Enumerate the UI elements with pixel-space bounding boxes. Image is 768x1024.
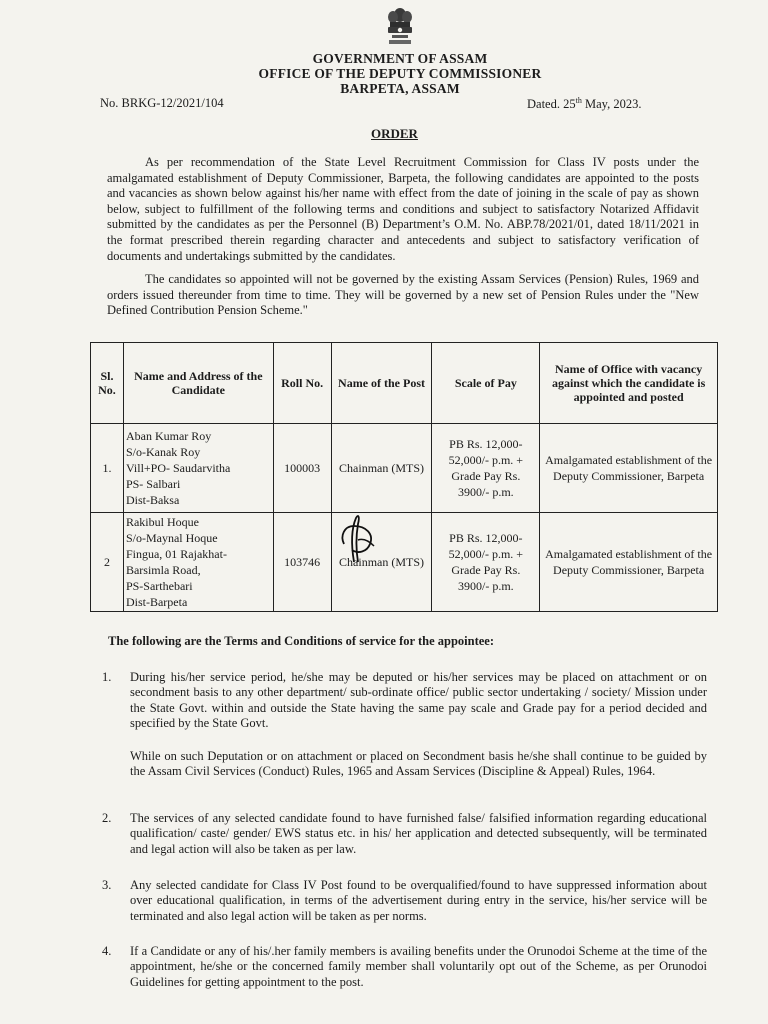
cell-sl: 1. — [91, 424, 124, 513]
cell-candidate-address — [123, 424, 273, 513]
cell-scale: PB Rs. 12,000-52,000/- p.m. + Grade Pay Rs. 3900/- p.m. — [432, 513, 540, 612]
cell-roll: 100003 — [273, 424, 331, 513]
cell-post: Chainman (MTS) — [331, 513, 432, 612]
term-item-1-continuation: While on such Deputation or on attachment or placed on Secondment basis he/she shall continue to be guided by the Assam Civil Services (Conduct) Rules, 1965 and Assam Services (Discipline & Appeal) Rules, 1964. — [130, 749, 707, 779]
col-header-scale: Scale of Pay — [432, 343, 540, 424]
address-line: Barsimla Road, — [125, 563, 201, 577]
header-location: BARPETA, ASSAM — [340, 81, 460, 96]
header-government: GOVERNMENT OF ASSAM — [312, 51, 488, 66]
order-title: ORDER — [371, 126, 418, 141]
header-office: OFFICE OF THE DEPUTY COMMISSIONER — [258, 66, 542, 81]
address-line: Dist-Baksa — [125, 493, 180, 507]
term-number: 1. — [102, 670, 112, 684]
table-header-row — [91, 343, 718, 424]
reference-number: No. BRKG-12/2021/104 — [100, 96, 224, 110]
address-line: Dist-Barpeta — [125, 595, 188, 609]
term-item-2: The services of any selected candidate found to have furnished false/ falsified information regarding educational qualification/ caste/ gender/ EWS status etc. in his/ her application and detected subsequently, will be terminated and legal action will also be taken as per law. — [130, 811, 707, 856]
address-line: Aban Kumar Roy — [125, 429, 212, 443]
col-header-name: Name and Address of the Candidate — [123, 343, 273, 424]
cell-sl: 2 — [91, 513, 124, 612]
address-line: Fingua, 01 Rajakhat- — [125, 547, 227, 561]
table-row — [91, 424, 718, 513]
address-line: Rakibul Hoque — [125, 515, 199, 529]
col-header-office: Name of Office with vacancy against which the candidate is appointed and posted — [540, 343, 718, 424]
cell-roll: 103746 — [273, 513, 331, 612]
address-line: S/o-Maynal Hoque — [125, 531, 218, 545]
signature-mark — [334, 510, 380, 566]
term-item-3: Any selected candidate for Class IV Post found to be overqualified/found to have suppressed information about over educational qualification, in terms of the advertisement during entry in the service, his/her service will be terminated and also legal action will be taken as per norms. — [130, 878, 707, 923]
cell-scale: PB Rs. 12,000-52,000/- p.m. + Grade Pay Rs. 3900/- p.m. — [432, 424, 540, 513]
order-date: Dated. 25th May, 2023. — [527, 96, 642, 112]
col-header-post: Name of the Post — [331, 343, 432, 424]
col-header-sl: Sl. No. — [91, 343, 124, 424]
order-paragraph-2: The candidates so appointed will not be governed by the existing Assam Services (Pension) Rules, 1969 and orders issued thereunder from time to time. They will be governed by a new set of Pension Rules under the "New Defined Contribution Pension Scheme." — [107, 272, 699, 318]
term-item-4: If a Candidate or any of his/.her family members is availing benefits under the Orunodoi Scheme at the time of the appointment, he/she or the concerned family member shall voluntarily opt out of the Scheme, as per Orunodoi Guidelines for getting appointment to the post. — [130, 944, 707, 989]
address-line: S/o-Kanak Roy — [125, 445, 201, 459]
address-line: PS- Salbari — [125, 477, 181, 491]
table-row — [91, 513, 718, 612]
terms-heading: The following are the Terms and Conditions of service for the appointee: — [108, 634, 494, 648]
cell-candidate-address — [123, 513, 273, 612]
appointment-table — [90, 342, 718, 612]
term-number: 2. — [102, 811, 112, 825]
col-header-roll: Roll No. — [273, 343, 331, 424]
cell-office: Amalgamated establishment of the Deputy Commissioner, Barpeta — [540, 424, 718, 513]
term-item-1: During his/her service period, he/she may be deputed or his/her services may be placed on attachment or on secondment basis to any other department/ sub-ordinate office/ public sector undertaking / society/ Mission under the State Govt. within and outside the State having the same pay scale and Grade pay for a period decided and specified by the State Govt. — [130, 670, 707, 731]
order-paragraph-1: As per recommendation of the State Level Recruitment Commission for Class IV posts under the amalgamated establishment of Deputy Commissioner, Barpeta, the following candidates are appointed to the posts and vacancies as shown below against his/her name with effect from the date of joining in the scale of pay as shown below, subject to fulfillment of the following terms and conditions and subject to satisfactory Notarized Affidavit submitted by the candidates as per the Personnel (B) Department’s O.M. No. ABP.78/2021/01, dated 18/11/2021 in the format prescribed therein regarding character and antecedents and subject to satisfactory verification of documents and undertakings submitted by the candidates. — [107, 155, 699, 263]
address-line: Vill+PO- Saudarvitha — [125, 461, 231, 475]
term-number: 4. — [102, 944, 112, 958]
address-line: PS-Sarthebari — [125, 579, 193, 593]
cell-post: Chainman (MTS) — [331, 424, 432, 513]
term-number: 3. — [102, 878, 112, 892]
state-emblem-icon — [383, 6, 417, 50]
cell-office: Amalgamated establishment of the Deputy Commissioner, Barpeta — [540, 513, 718, 612]
